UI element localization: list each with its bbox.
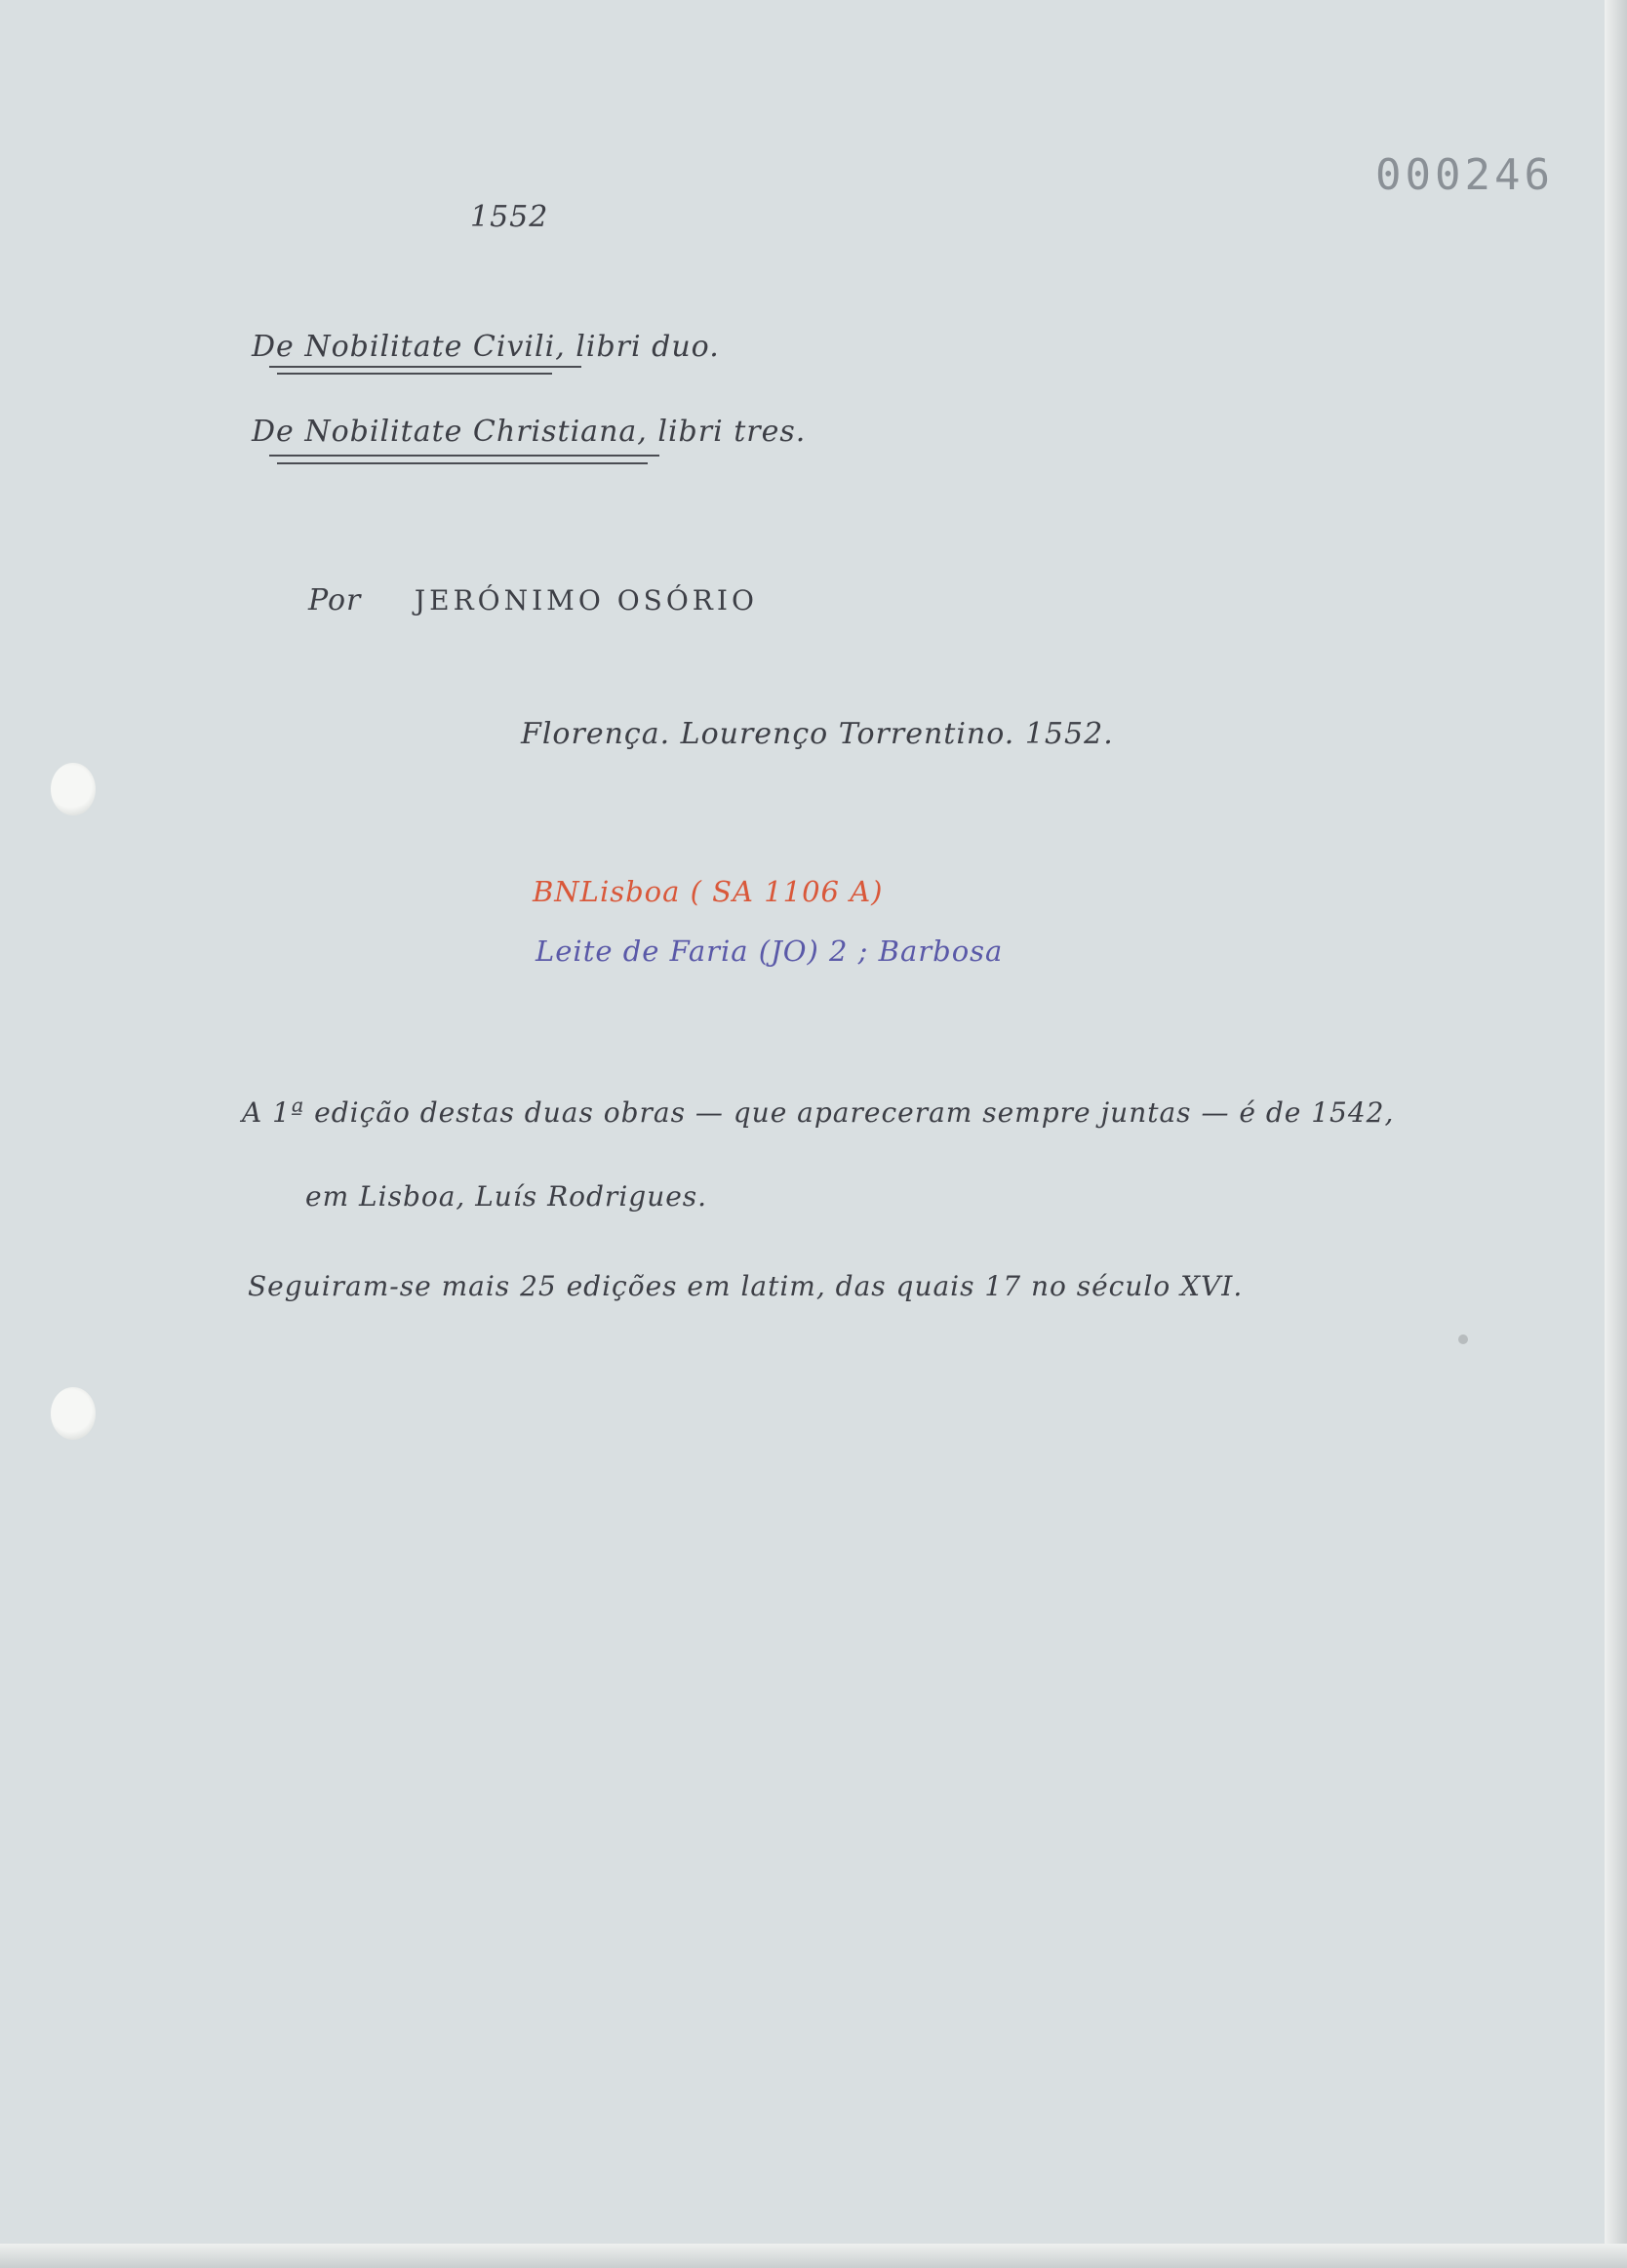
note-line-3: Seguiram-se mais 25 edições em latim, das quais 17 no século XVI. [248, 1270, 1244, 1302]
author-name: JERÓNIMO OSÓRIO [414, 584, 758, 617]
archive-stamp-number: 000246 [1375, 150, 1554, 200]
title-1-underline-a [269, 366, 581, 368]
title-2-text: De Nobilitate Christiana [252, 415, 638, 449]
page-right-edge [1605, 0, 1627, 2268]
library-holding: BNLisboa ( SA 1106 A) [533, 875, 884, 908]
page-bottom-edge [0, 2244, 1627, 2268]
note-line-1: A 1ª edição destas duas obras — que apareceram sempre juntas — é de 1542, [242, 1096, 1395, 1129]
punch-hole-bottom [51, 1387, 96, 1440]
smudge-mark [1458, 1334, 1468, 1344]
title-1-text: De Nobilitate Civili [252, 330, 556, 364]
author-line [308, 583, 758, 617]
note-line-2: em Lisboa, Luís Rodrigues. [305, 1180, 708, 1213]
year-heading: 1552 [470, 200, 549, 234]
punch-hole-top [51, 763, 96, 816]
imprint-line: Florença. Lourenço Torrentino. 1552. [521, 717, 1114, 751]
title-2-underline-b [277, 462, 648, 464]
title-line-2 [252, 415, 806, 449]
title-1-underline-b [277, 373, 552, 375]
bibliographic-references: Leite de Faria (JO) 2 ; Barbosa [536, 935, 1004, 968]
title-line-1 [252, 330, 720, 364]
title-2-underline-a [269, 455, 659, 457]
title-2-suffix: , libri tres. [637, 415, 807, 449]
title-1-suffix: , libri duo. [555, 330, 720, 364]
author-prefix: Por [308, 583, 362, 617]
